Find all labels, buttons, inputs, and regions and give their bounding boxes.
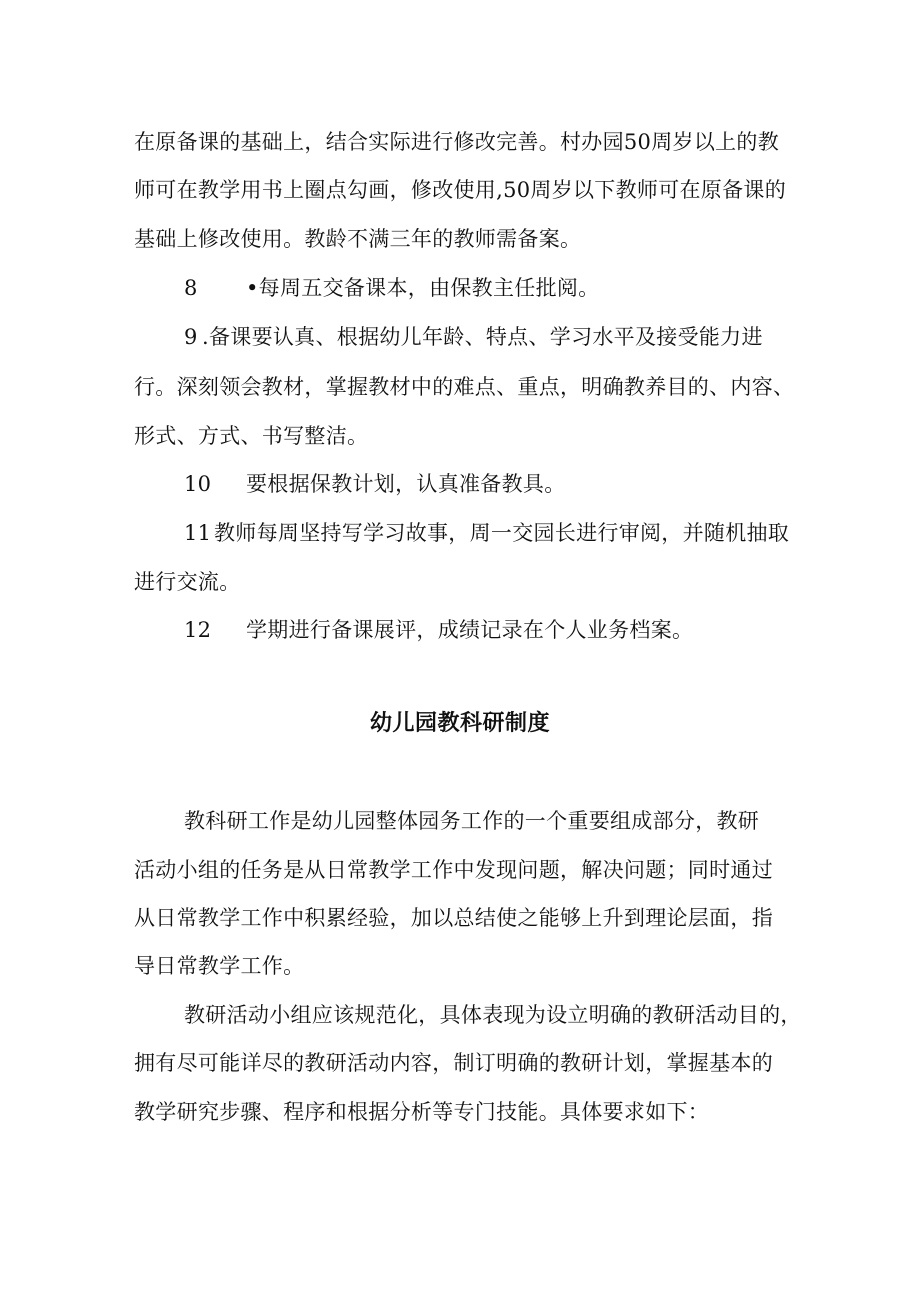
- item-number: 9: [184, 325, 198, 349]
- item-number: 12: [184, 618, 212, 642]
- paragraph-line: 教研活动小组应该规范化，具体表现为设立明确的教研活动目的，: [184, 1003, 802, 1027]
- item-number: 11: [184, 521, 212, 545]
- item-text: .备课要认真、根据幼儿年龄、特点、学习水平及接受能力进: [202, 325, 763, 349]
- paragraph-line: 教学研究步骤、程序和根据分析等专门技能。具体要求如下：: [134, 1100, 710, 1124]
- section-title: 幼儿园教科研制度: [369, 711, 550, 736]
- item-text: 要根据保教计划，认真准备教具。: [246, 472, 566, 496]
- paragraph-line: 基础上修改使用。教龄不满三年的教师需备案。: [134, 227, 582, 251]
- paragraph-line: 从日常教学工作中积累经验，加以总结使之能够上升到理论层面，指: [134, 906, 773, 930]
- list-item-12: [184, 615, 693, 645]
- paragraph-line: 形式、方式、书写整洁。: [134, 424, 369, 448]
- item-text: •每周五交备课本，由保教主任批阅。: [246, 276, 600, 300]
- paragraph-line: 教科研工作是幼儿园整体园务工作的一个重要组成部分，教研: [184, 809, 760, 833]
- paragraph-line: 活动小组的任务是从日常教学工作中发现问题，解决问题；同时通过: [134, 858, 773, 882]
- item-number: 8: [184, 276, 198, 300]
- paragraph-line: 在原备课的基础上，结合实际进行修改完善。村办园50周岁以上的教: [134, 130, 780, 154]
- list-item-10: [184, 469, 566, 499]
- list-item-9: [184, 322, 763, 352]
- paragraph-line: 导日常教学工作。: [134, 954, 305, 978]
- list-item-8: [184, 273, 600, 303]
- item-text: 学期进行备课展评，成绩记录在个人业务档案。: [246, 618, 694, 642]
- paragraph-line: 拥有尽可能详尽的教研活动内容，制订明确的教研计划，掌握基本的: [134, 1051, 773, 1075]
- paragraph-line: 进行交流。: [134, 570, 241, 594]
- paragraph-line: 师可在教学用书上圈点勾画，修改使用,50周岁以下教师可在原备课的: [134, 178, 786, 202]
- list-item-11: [184, 518, 789, 548]
- item-text: 教师每周坚持写学习故事，周一交园长进行审阅，并随机抽取: [214, 521, 790, 545]
- paragraph-line: 行。深刻领会教材，掌握教材中的难点、重点，明确教养目的、内容、: [134, 375, 795, 399]
- item-number: 10: [184, 472, 212, 496]
